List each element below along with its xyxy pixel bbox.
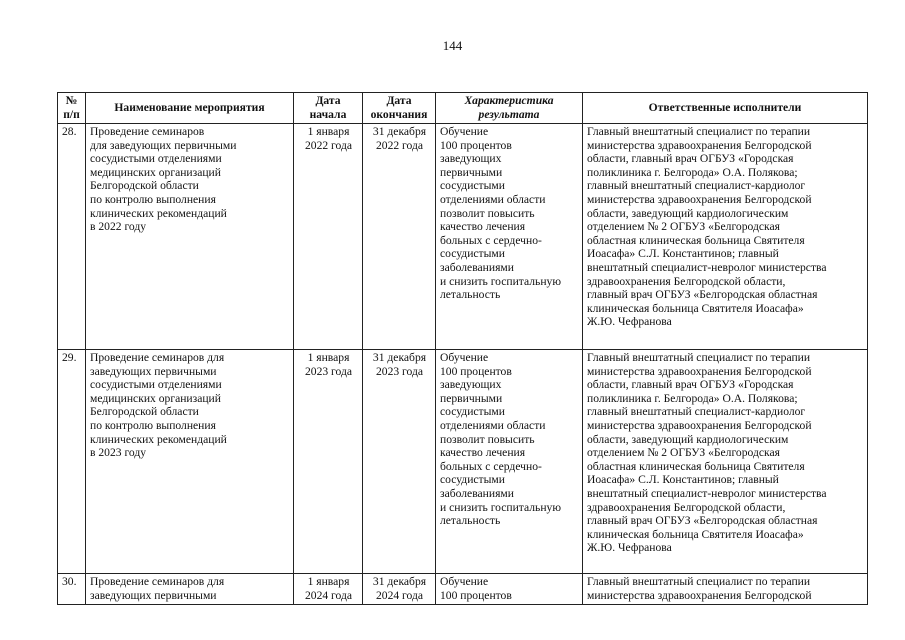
result-description: Обучение 100 процентов заведующих первичными сосудистыми отделениями области позволит повысить качество лечения больных с сердечно- сосудистыми заболеваниями и снизить госпитальную летальность	[436, 350, 583, 574]
result-description: Обучение 100 процентов заведующих первичными сосудистыми отделениями области позволит повысить качество лечения больных с сердечно- сосудистыми заболеваниями и снизить госпитальную летальность	[436, 124, 583, 350]
header-num: № п/п	[58, 93, 86, 124]
activities-table	[57, 92, 868, 605]
page-number: 144	[442, 38, 463, 53]
end-date: 31 декабря 2023 года	[363, 350, 436, 574]
activity-name: Проведение семинаров для заведующих первичными сосудистыми отделениями медицинских организаций Белгородской области по контролю выполнения клинических рекомендаций в 2022 году	[86, 124, 294, 350]
result-description: Обучение 100 процентов	[436, 574, 583, 605]
header-start-date: Дата начала	[294, 93, 363, 124]
row-number: 29.	[58, 350, 86, 574]
activity-name: Проведение семинаров для заведующих первичными сосудистыми отделениями медицинских организаций Белгородской области по контролю выполнения клинических рекомендаций в 2023 году	[86, 350, 294, 574]
row-number: 28.	[58, 124, 86, 350]
table-row	[58, 350, 868, 574]
row-number: 30.	[58, 574, 86, 605]
activity-name: Проведение семинаров для заведующих первичными	[86, 574, 294, 605]
responsible-persons: Главный внештатный специалист по терапии министерства здравоохранения Белгородской области, главный врач ОГБУЗ «Городская поликлиника г. Белгорода» О.А. Полякова; главный внештатный специалист-кардиолог министерства здравоохранения Белгородской области, заведующий кардиологическим отделением № 2 ОГБУЗ «Белгородская областная клиническая больница Святителя Иоасафа» С.Л. Константинов; главный внештатный специалист-невролог министерства здравоохранения Белгородской области, главный врач ОГБУЗ «Белгородская областная клиническая больница Святителя Иоасафа» Ж.Ю. Чефранова	[583, 350, 868, 574]
table-header-row	[58, 93, 868, 124]
end-date: 31 декабря 2024 года	[363, 574, 436, 605]
end-date: 31 декабря 2022 года	[363, 124, 436, 350]
table-row	[58, 574, 868, 605]
header-responsible: Ответственные исполнители	[583, 93, 868, 124]
header-end-date: Дата окончания	[363, 93, 436, 124]
table-row	[58, 124, 868, 350]
header-result: Характеристика результата	[436, 93, 583, 124]
start-date: 1 января 2022 года	[294, 124, 363, 350]
responsible-persons: Главный внештатный специалист по терапии министерства здравоохранения Белгородской	[583, 574, 868, 605]
header-activity: Наименование мероприятия	[86, 93, 294, 124]
start-date: 1 января 2023 года	[294, 350, 363, 574]
responsible-persons: Главный внештатный специалист по терапии министерства здравоохранения Белгородской области, главный врач ОГБУЗ «Городская поликлиника г. Белгорода» О.А. Полякова; главный внештатный специалист-кардиолог министерства здравоохранения Белгородской области, заведующий кардиологическим отделением № 2 ОГБУЗ «Белгородская областная клиническая больница Святителя Иоасафа» С.Л. Константинов; главный внештатный специалист-невролог министерства здравоохранения Белгородской области, главный врач ОГБУЗ «Белгородская областная клиническая больница Святителя Иоасафа» Ж.Ю. Чефранова	[583, 124, 868, 350]
start-date: 1 января 2024 года	[294, 574, 363, 605]
